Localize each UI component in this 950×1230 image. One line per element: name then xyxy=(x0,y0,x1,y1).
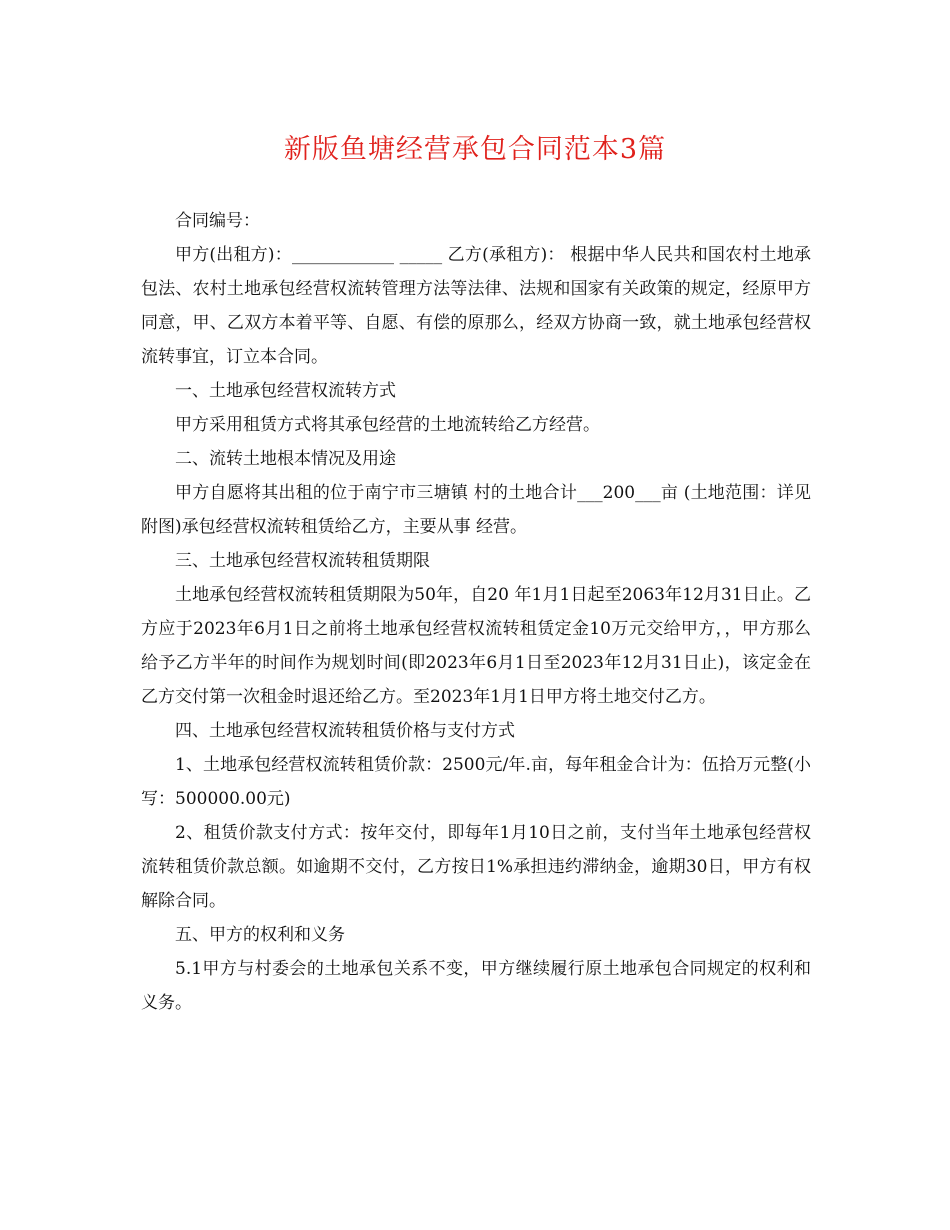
document-body xyxy=(141,204,811,1020)
section-5-item-1: 5.1甲方与村委会的土地承包关系不变，甲方继续履行原土地承包合同规定的权利和义务。 xyxy=(141,959,811,1013)
section-4-item-1: 1、土地承包经营权流转租赁价款：2500元/年.亩，每年租金合计为：伍拾万元整(小写：500000.00元) xyxy=(141,755,811,809)
section-heading-4: 四、土地承包经营权流转租赁价格与支付方式 xyxy=(175,721,515,741)
parties-preamble: 甲方(出租方)：____________ _____ 乙方(承租方)： 根据中华人民共和国农村土地承包法、农村土地承包经营权流转管理方法等法律、法规和国家有关政策的规定，经原甲方同意，甲、乙双方本着平等、自愿、有偿的原那么，经双方协商一致，就土地承包经营权流转事宜，订立本合同。 xyxy=(141,245,811,367)
document-title: 新版鱼塘经营承包合同范本3篇 xyxy=(283,134,667,165)
section-3-text: 土地承包经营权流转租赁期限为50年，自20 年1月1日起至2063年12月31日止。乙方应于2023年6月1日之前将土地承包经营权流转租赁定金10万元交给甲方，，甲方那么给予乙方半年的时间作为规划时间(即2023年6月1日至2023年12月31日止)，该定金在乙方交付第一次租金时退还给乙方。至2023年1月1日甲方将土地交付乙方。 xyxy=(141,585,811,707)
section-heading-1: 一、土地承包经营权流转方式 xyxy=(175,381,396,401)
section-heading-5: 五、甲方的权利和义务 xyxy=(175,925,345,945)
section-1-text: 甲方采用租赁方式将其承包经营的土地流转给乙方经营。 xyxy=(175,415,600,435)
section-2-text: 甲方自愿将其出租的位于南宁市三塘镇 村的土地合计___200___亩 (土地范围：详见附图)承包经营权流转租赁给乙方，主要从事 经营。 xyxy=(141,483,811,537)
section-heading-2: 二、流转土地根本情况及用途 xyxy=(175,449,396,469)
contract-number-line: 合同编号： xyxy=(175,211,260,231)
section-heading-3: 三、土地承包经营权流转租赁期限 xyxy=(175,551,430,571)
section-4-item-2: 2、租赁价款支付方式：按年交付，即每年1月10日之前，支付当年土地承包经营权流转租赁价款总额。如逾期不交付，乙方按日1%承担违约滞纳金，逾期30日，甲方有权解除合同。 xyxy=(141,823,811,911)
